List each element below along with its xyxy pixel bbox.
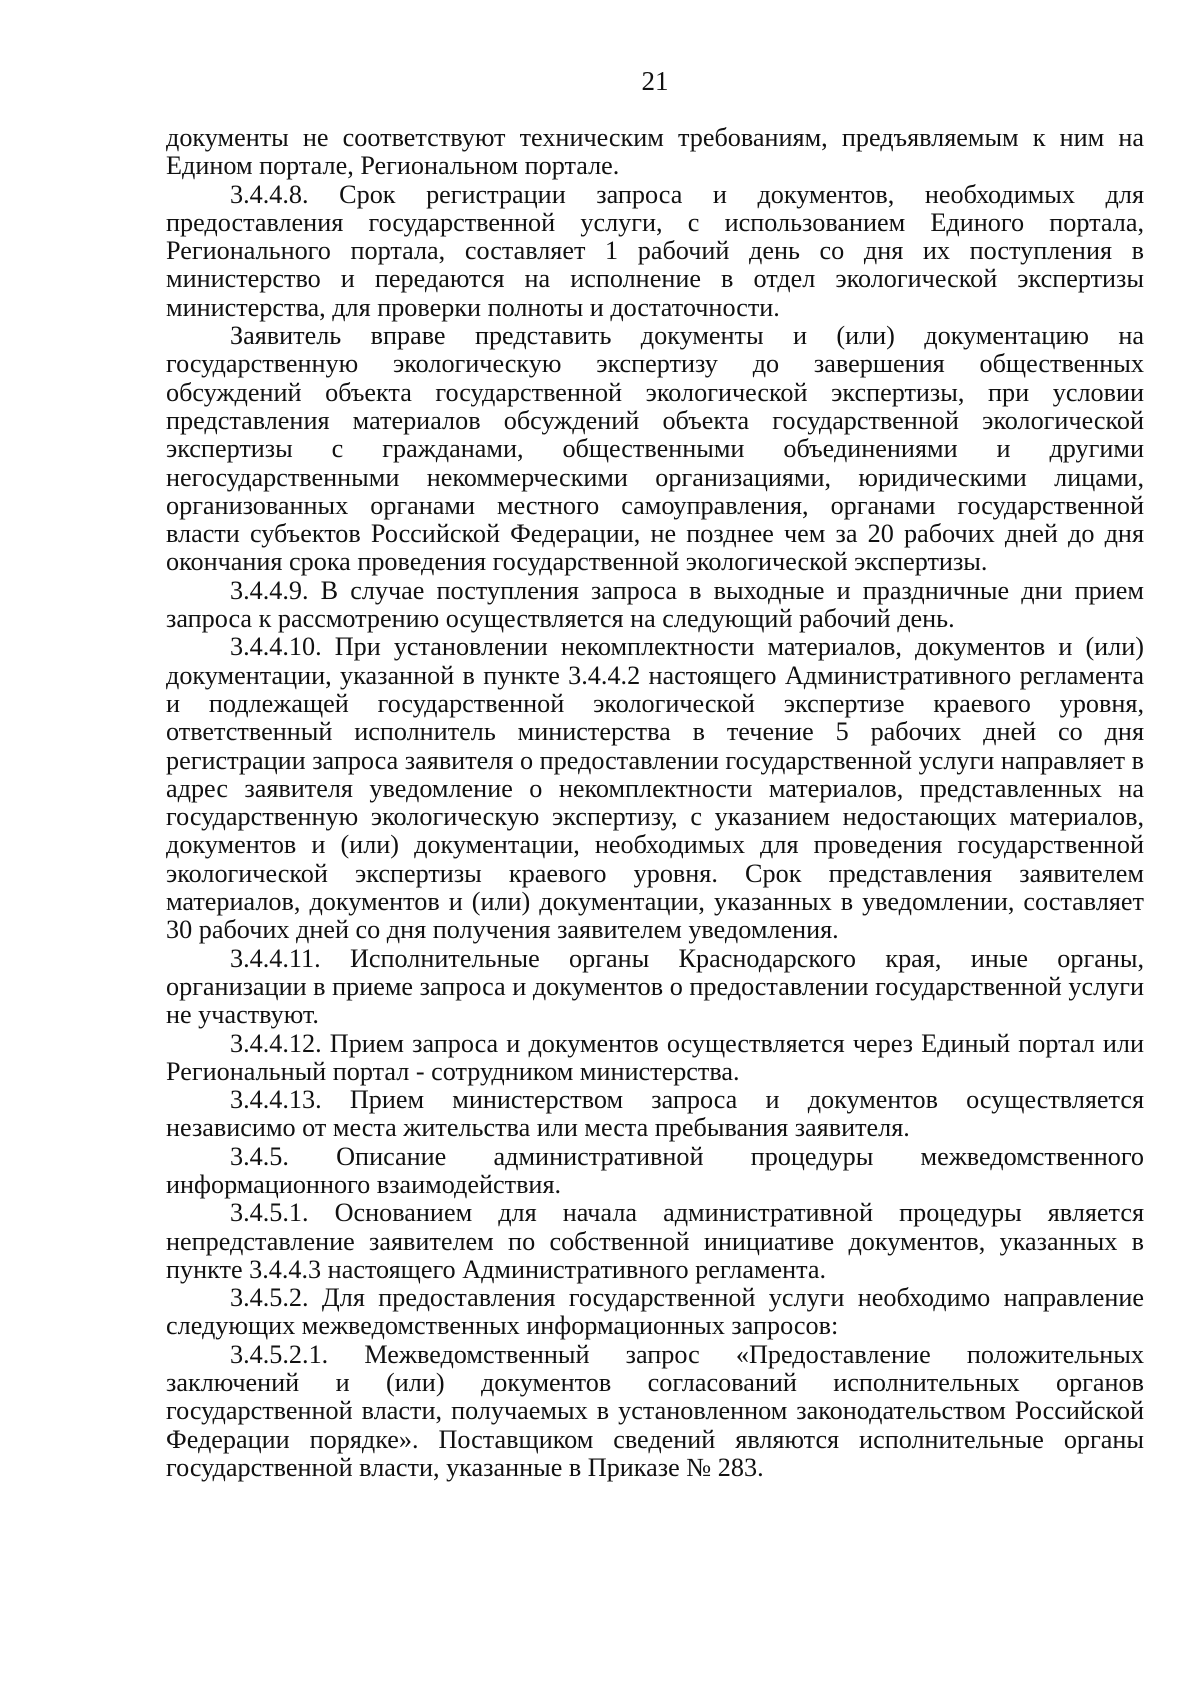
- paragraph-3-4-4-9: 3.4.4.9. В случае поступления запроса в выходные и праздничные дни прием запроса к рассмотрению осуществляется на следующий рабочий день.: [166, 575, 1144, 634]
- paragraph-3-4-4-12: 3.4.4.12. Прием запроса и документов осуществляется через Единый портал или Региональный портал - сотрудником министерства.: [166, 1028, 1144, 1086]
- paragraph-3-4-4-13: 3.4.4.13. Прием министерством запроса и документов осуществляется независимо от места жительства или места пребывания заявителя.: [166, 1085, 1144, 1143]
- paragraph-3-4-5-2-1: 3.4.5.2.1. Межведомственный запрос «Предоставление положительных заключений и (или) документов согласований исполнительных органов государственной власти, получаемых в установленном законодательством Российской Федерации порядке». Поставщиком сведений являются исполнительные органы государственной власти, указанные в Приказе № 283.: [166, 1339, 1144, 1482]
- paragraph-3-4-5-2: 3.4.5.2. Для предоставления государственной услуги необходимо направление следующих межведомственных информационных запросов:: [166, 1283, 1144, 1341]
- paragraph-3-4-4-8: 3.4.4.8. Срок регистрации запроса и документов, необходимых для предоставления государственной услуги, с использованием Единого портала, Регионального портала, составляет 1 рабочий день со дня их поступления в министерство и передаются на исполнение в отдел экологической экспертизы министерства, для проверки полноты и достаточности.: [166, 179, 1144, 322]
- paragraph-3-4-4-10: 3.4.4.10. При установлении некомплектности материалов, документов и (или) документации, указанной в пункте 3.4.4.2 настоящего Административного регламента и подлежащей государственной экологической экспертизе краевого уровня, ответственный исполнитель министерства в течение 5 рабочих дней со дня регистрации запроса заявителя о предоставлении государственной услуги направляет в адрес заявителя уведомление о некомплектности материалов, представленных на государственную экологическую экспертизу, с указанием недостающих материалов, документов и (или) документации, необходимых для проведения государственной экологической экспертизы краевого уровня. Срок представления заявителем материалов, документов и (или) документации, указанных в уведомлении, составляет 30 рабочих дней со дня получения заявителем уведомления.: [166, 632, 1144, 945]
- page-number: 21: [641, 66, 669, 96]
- paragraph-3-4-5-1: 3.4.5.1. Основанием для начала административной процедуры является непредставление заявителем по собственной инициативе документов, указанных в пункте 3.4.4.3 настоящего Административного регламента.: [166, 1198, 1144, 1284]
- paragraph-3-4-4-11: 3.4.4.11. Исполнительные органы Краснодарского края, иные органы, организации в приеме запроса и документов о предоставлении государственной услуги не участвуют.: [166, 943, 1144, 1030]
- paragraph-3-4-5: 3.4.5. Описание административной процедуры межведомственного информационного взаимодействия.: [166, 1141, 1144, 1199]
- paragraph-applicant-right: Заявитель вправе представить документы и (или) документацию на государственную экологическую экспертизу до завершения общественных обсуждений объекта государственной экологической экспертизы, при условии представления материалов обсуждений объекта государственной экологической экспертизы с гражданами, общественными объединениями и другими негосударственными некоммерческими организациями, юридическими лицами, организованных органами местного самоуправления, органами государственной власти субъектов Российской Федерации, не позднее чем за 20 рабочих дней до дня окончания срока проведения государственной экологической экспертизы.: [166, 321, 1144, 577]
- document-body: [166, 124, 1144, 1482]
- paragraph-technical-requirements: документы не соответствуют техническим требованиям, предъявляемым к ним на Едином портале, Региональном портале.: [166, 123, 1144, 181]
